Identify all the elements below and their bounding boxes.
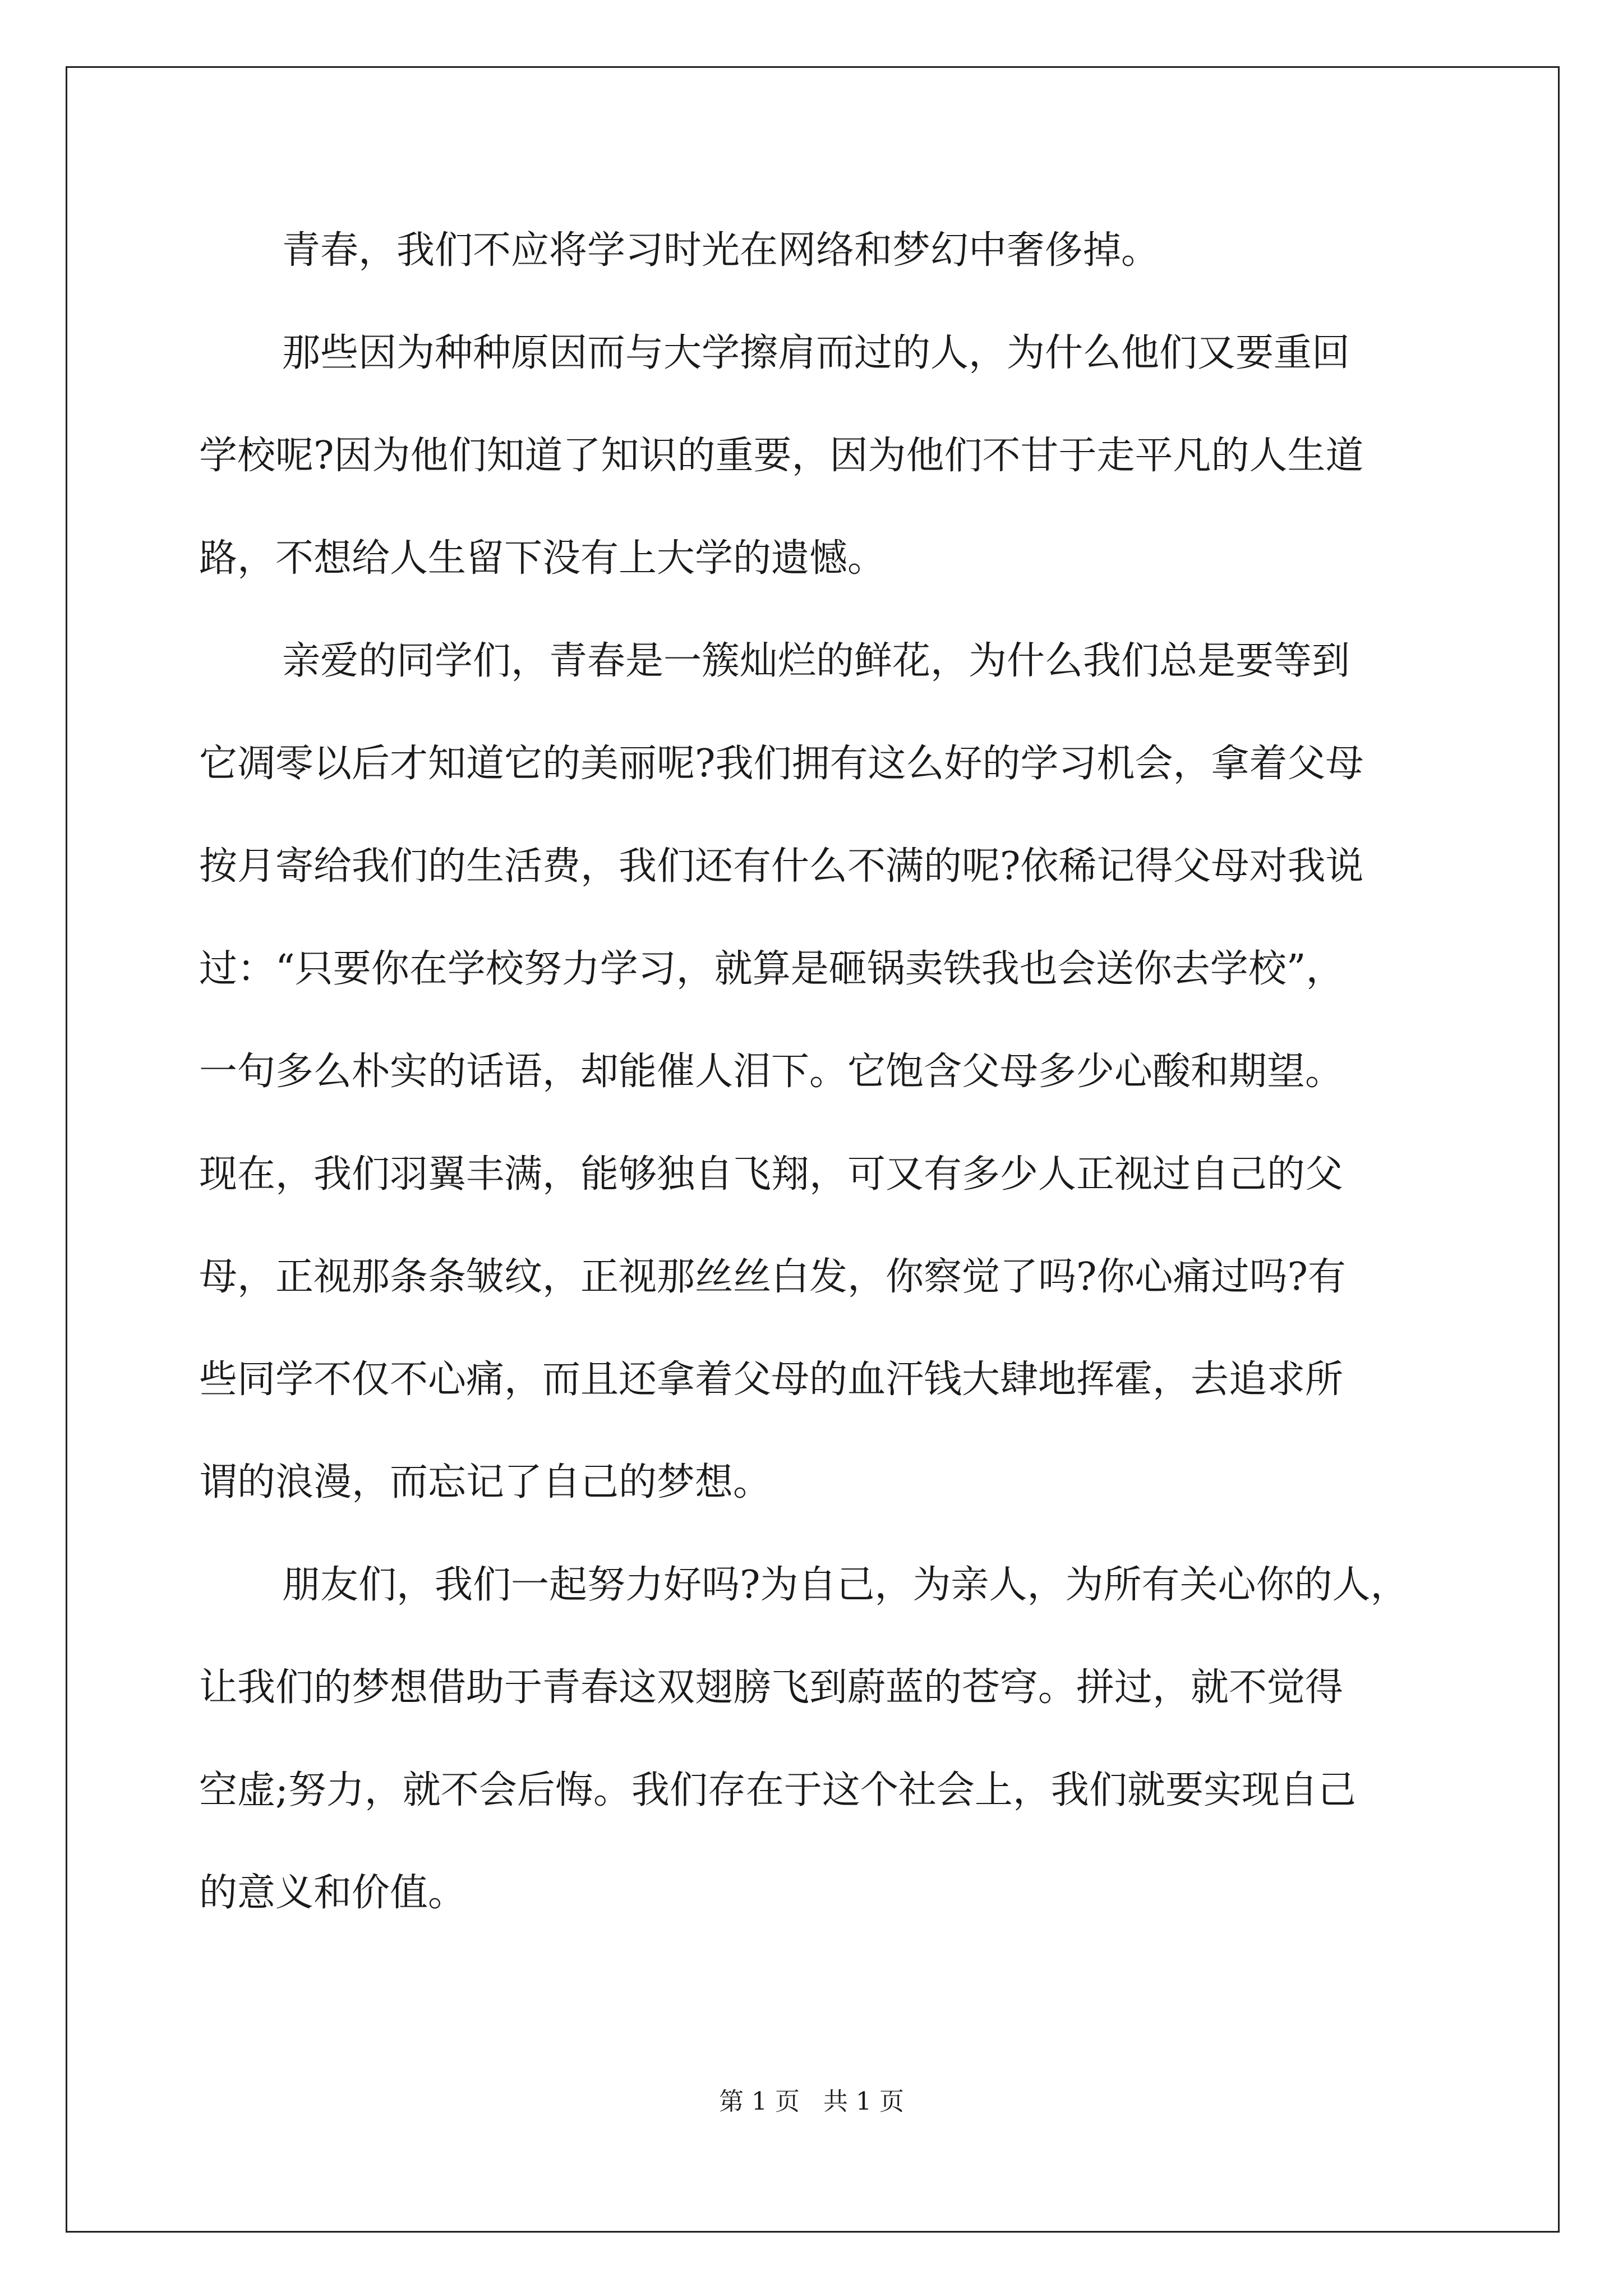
text-line: 亲爱的同学们，青春是一簇灿烂的鲜花，为什么我们总是要等到 xyxy=(282,639,1350,683)
text-line: 母，正视那条条皱纹，正视那丝丝白发，你察觉了吗?你心痛过吗?有 xyxy=(199,1255,1346,1299)
document-body xyxy=(199,199,1441,1944)
text-line: 让我们的梦想借助于青春这双翅膀飞到蔚蓝的苍穹。拼过，就不觉得 xyxy=(199,1665,1344,1710)
page-footer: 第 1 页 共 1 页 xyxy=(719,2087,904,2116)
text-line: 那些因为种种原因而与大学擦肩而过的人，为什么他们又要重回 xyxy=(282,331,1350,375)
paragraph xyxy=(199,199,1441,302)
text-line: 过：“只要你在学校努力学习，就算是砸锅卖铁我也会送你去学校”， xyxy=(199,947,1344,991)
paragraph xyxy=(199,1534,1441,1944)
text-line: 空虚;努力，就不会后悔。我们存在于这个社会上，我们就要实现自己 xyxy=(199,1768,1356,1812)
text-line: 谓的浪漫，而忘记了自己的梦想。 xyxy=(199,1460,772,1504)
text-line: 学校呢?因为他们知道了知识的重要，因为他们不甘于走平凡的人生道 xyxy=(199,434,1364,478)
text-line: 一句多么朴实的话语，却能催人泪下。它饱含父母多少心酸和期望。 xyxy=(199,1050,1344,1094)
text-line: 些同学不仅不心痛，而且还拿着父母的血汗钱大肆地挥霍，去追求所 xyxy=(199,1358,1344,1402)
paragraph xyxy=(199,302,1441,610)
text-line: 的意义和价值。 xyxy=(199,1871,467,1915)
text-line: 路，不想给人生留下没有上大学的遗憾。 xyxy=(199,536,886,581)
text-line: 按月寄给我们的生活费，我们还有什么不满的呢?依稀记得父母对我说 xyxy=(199,844,1364,889)
text-line: 现在，我们羽翼丰满，能够独自飞翔，可又有多少人正视过自己的父 xyxy=(199,1152,1344,1197)
paragraph xyxy=(199,610,1441,1534)
text-line: 朋友们，我们一起努力好吗?为自己，为亲人，为所有关心你的人， xyxy=(282,1563,1409,1607)
text-line: 它凋零以后才知道它的美丽呢?我们拥有这么好的学习机会，拿着父母 xyxy=(199,742,1364,786)
text-line: 青春，我们不应将学习时光在网络和梦幻中奢侈掉。 xyxy=(282,228,1160,273)
